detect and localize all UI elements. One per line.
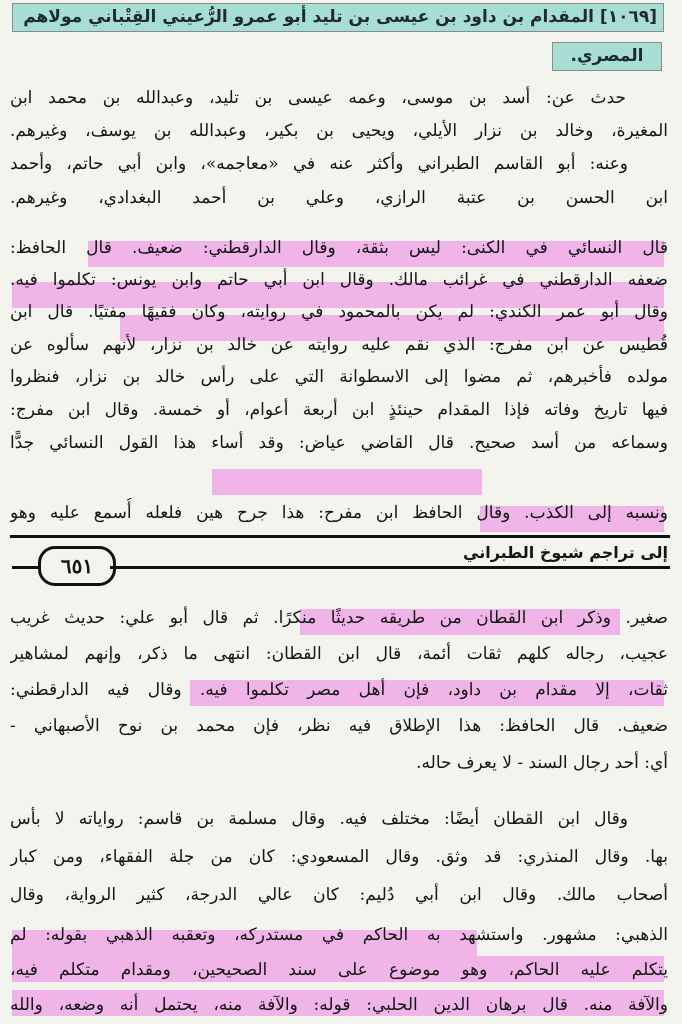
- page-number-rule-left: [12, 566, 38, 569]
- text-line: وعنه: أبو القاسم الطبراني وأكثر عنه في «معاجمه»، وابن أبي حاتم، وأحمد: [10, 154, 628, 174]
- page-divider: [10, 535, 670, 538]
- text-line: ضعفه الدارقطني في غرائب مالك. وقال ابن أبي حاتم وابن يونس: تكلموا فيه.: [10, 270, 668, 290]
- text-line: مولده فأخبرهم، ثم مضوا إلى الاسطوانة التي على رأس خالد بن نزار، فنظروا: [10, 367, 668, 387]
- biography-header-line1: [١٠٦٩] المقدام بن داود بن عيسى بن تليد أبو عمرو الرُّعيني القِتْباني مولاهم: [12, 3, 664, 32]
- page-number: ٦٥١: [38, 546, 116, 586]
- text-line: صغير. وذكر ابن القطان من طريقه حديثًا منكرًا. ثم قال أبو علي: حديث غريب: [10, 608, 668, 628]
- text-line: فيها تاريخ وفاته فإذا المقدام حينئذٍ ابن أربعة أعوام، أو خمسة. وقال ابن مفرج:: [10, 400, 668, 420]
- text-line: يتكلم عليه الحاكم، وهو موضوع على سند الصحيحين، ومقدام متكلم فيه،: [10, 960, 668, 980]
- text-line: ونسبه إلى الكذب. وقال الحافظ ابن مفرح: هذا جرح هين فلعله أُسمع عليه وهو: [10, 503, 668, 523]
- text-line: ضعيف. قال الحافظ: هذا الإطلاق فيه نظر، فإن محمد بن نوح الأصبهاني -: [10, 716, 668, 736]
- text-line: والآفة منه. قال برهان الدين الحلبي: قوله: والآفة منه، يحتمل أنه وضعه، والله: [10, 995, 668, 1015]
- text-line: أي: أحد رجال السند - لا يعرف حاله.: [416, 753, 668, 773]
- text-line: قُطيس عن ابن مفرج: الذي نقم عليه روايته عن خالد بن نزار، لأنهم سألوه عن: [10, 335, 668, 355]
- text-line: الذهبي: مشهور. واستشهد به الحاكم في مستدركه، وتعقبه الذهبي بقوله: لم: [10, 925, 668, 945]
- page-number-rule-right: [110, 566, 670, 569]
- text-line: ثقات، إلا مقدام بن داود، فإن أهل مصر تكلموا فيه. وقال فيه الدارقطني:: [10, 680, 668, 700]
- biography-header-line2: المصري.: [552, 42, 662, 71]
- text-line: حدث عن: أسد بن موسى، وعمه عيسى بن تليد، وعبدالله بن محمد ابن: [10, 88, 626, 108]
- text-line: المغيرة، وخالد بن نزار الأيلي، ويحيى بن بكير، وعبدالله بن يوسف، وغيرهم.: [10, 121, 668, 141]
- text-line: وقال ابن القطان أيضًا: مختلف فيه. وقال مسلمة بن قاسم: رواياته لا بأس: [10, 809, 628, 829]
- text-line: وقال أبو عمر الكندي: لم يكن بالمحمود في روايته، وكان فقيهًا مفتيًا. قال ابن: [10, 302, 668, 322]
- text-line: ابن الحسن بن عتبة الرازي، وعلي بن أحمد البغدادي، وغيرهم.: [10, 188, 668, 208]
- text-line: بها. وقال المنذري: قد وثق. وقال المسعودي: كان من جلة الفقهاء، ومن كبار: [10, 847, 668, 867]
- text-line: أصحاب مالك. وقال ابن أبي دُليم: كان عالي الدرجة، كثير الرواية، وقال: [10, 885, 668, 905]
- text-line: عجيب، رجاله كلهم ثقات أئمة، قال ابن القطان: انتهى ما ذكر، وإنهم لمشاهير: [10, 644, 668, 664]
- highlight-mark: [212, 469, 482, 495]
- text-line: وسماعه من أسد صحيح. قال القاضي عياض: وقد أساء هذا القول النسائي جدًّا: [10, 433, 668, 453]
- text-line: قال النسائي في الكنى: ليس بثقة، وقال الدارقطني: ضعيف. قال الحافظ:: [10, 238, 668, 258]
- running-header-title: إلى تراجم شيوخ الطبراني: [463, 543, 668, 562]
